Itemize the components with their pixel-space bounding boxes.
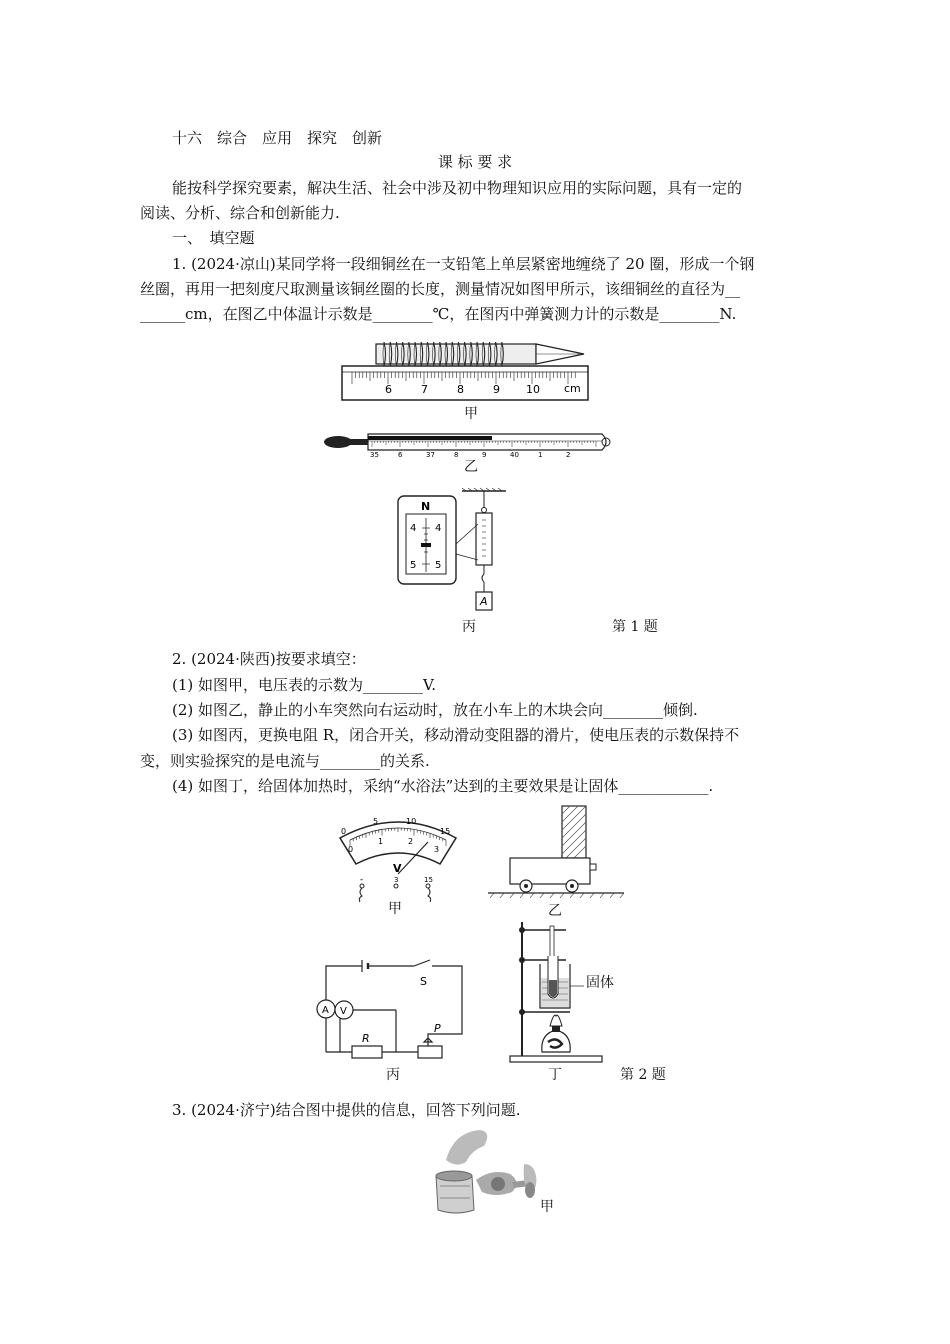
terminal-3: 3	[394, 876, 399, 884]
circuit-figure	[312, 960, 472, 1060]
ruler-tick-label: 8	[457, 383, 464, 396]
thermometer-figure	[322, 430, 612, 460]
voltmeter-top-15: 15	[440, 827, 451, 836]
q3-intro: 3. (2024·济宁)结合图中提供的信息，回答下列问题.	[172, 1101, 521, 1119]
voltmeter-label: V	[340, 1006, 347, 1017]
terminal-minus: -	[360, 875, 364, 885]
q1-fig-bing-label: 丙	[462, 619, 476, 635]
q2-intro: 2. (2024·陕西)按要求填空：	[172, 650, 366, 668]
q1-fig-caption: 第 1 题	[612, 619, 658, 635]
q1-line-2: 丝圈，再用一把刻度尺取测量该铜丝圈的长度，测量情况如图甲所示，该细铜丝的直径为__	[140, 280, 741, 298]
ruler-tick-label: 9	[493, 383, 500, 396]
voltmeter-top-0: 0	[341, 827, 347, 836]
q2-item-1: (1) 如图甲，电压表的示数为________V.	[172, 676, 436, 694]
voltmeter-top-5: 5	[373, 817, 379, 826]
thermo-tick-label: 37	[426, 451, 435, 459]
thermo-tick-label: 1	[538, 451, 543, 459]
q2-fig-yi-label: 乙	[548, 903, 562, 919]
q2-fig-bing-label: 丙	[386, 1067, 400, 1083]
voltmeter-bottom-2: 2	[408, 837, 414, 846]
thermo-tick-label: 6	[398, 451, 403, 459]
voltmeter-symbol: V	[393, 862, 402, 875]
q2-fig-ding-label: 丁	[548, 1067, 562, 1083]
slider-label: P	[434, 1022, 441, 1035]
ruler-unit: cm	[564, 382, 581, 395]
solid-label: 固体	[586, 975, 614, 991]
terminal-15: 15	[424, 876, 433, 884]
thermo-tick-label: 8	[454, 451, 459, 459]
ruler-coil-figure	[340, 330, 600, 410]
voltmeter-bottom-0: 0	[348, 845, 354, 854]
q2-item-4: (4) 如图丁，给固体加热时，采纳“水浴法”达到的主要效果是让固体____________.	[172, 777, 714, 795]
spring-label-left-4: 4	[410, 523, 417, 534]
ruler-tick-label: 10	[526, 383, 540, 396]
voltmeter-bottom-1: 1	[378, 837, 384, 846]
thermo-tick-label: 40	[510, 451, 519, 459]
ruler-tick-label: 6	[385, 383, 392, 396]
spring-label-left-5: 5	[410, 560, 417, 571]
q1-fig-yi-label: 乙	[464, 459, 478, 475]
q3-fig-jia-label: 甲	[540, 1199, 554, 1215]
ruler-tick-label: 7	[421, 383, 428, 396]
spring-label-right-4: 4	[435, 523, 442, 534]
cart-figure	[486, 804, 626, 900]
intro-line-2: 阅读、分析、综合和创新能力.	[140, 204, 340, 222]
q2-fig-caption: 第 2 题	[620, 1067, 666, 1083]
q1-line-1: 1. (2024·凉山)某同学将一段细铜丝在一支铅笔上单层紧密地缠绕了 20 圈，形成一个钢	[172, 255, 755, 273]
spring-scale-figure	[396, 488, 516, 613]
voltmeter-top-10: 10	[406, 817, 417, 826]
resistor-label: R	[362, 1032, 370, 1045]
weight-label: A	[480, 595, 488, 608]
q2-fig-jia-label: 甲	[388, 901, 402, 917]
q2-item-3-line-2: 变，则实验探究的是电流与________的关系.	[140, 752, 430, 770]
voltmeter-figure	[336, 812, 460, 902]
q2-item-2: (2) 如图乙，静止的小车突然向右运动时，放在小车上的木块会向________倾倒.	[172, 701, 698, 719]
thermo-tick-label: 2	[566, 451, 571, 459]
part-heading: 一、 填空题	[172, 229, 255, 247]
q1-fig-jia-label: 甲	[464, 406, 478, 422]
voltmeter-bottom-3: 3	[434, 845, 440, 854]
q2-item-3-line-1: (3) 如图丙，更换电阻 R，闭合开关，移动滑动变阻器的滑片，使电压表的示数保持不	[172, 726, 740, 744]
q1-line-3: ______cm，在图乙中体温计示数是________℃，在图丙中弹簧测力计的示数是________N.	[140, 305, 737, 323]
section-heading: 课 标 要 求	[437, 153, 513, 171]
spring-unit: N	[421, 500, 431, 513]
ammeter-label: A	[322, 1005, 329, 1016]
hands-photo-figure	[426, 1124, 546, 1216]
thermo-tick-label: 35	[370, 451, 379, 459]
spring-label-right-5: 5	[435, 560, 442, 571]
switch-label: S	[420, 975, 427, 988]
thermo-tick-label: 9	[482, 451, 487, 459]
intro-line-1: 能按科学探究要素，解决生活、社会中涉及初中物理知识应用的实际问题，具有一定的	[172, 179, 743, 197]
chapter-title: 十六 综合 应用 探究 创新	[172, 129, 383, 147]
